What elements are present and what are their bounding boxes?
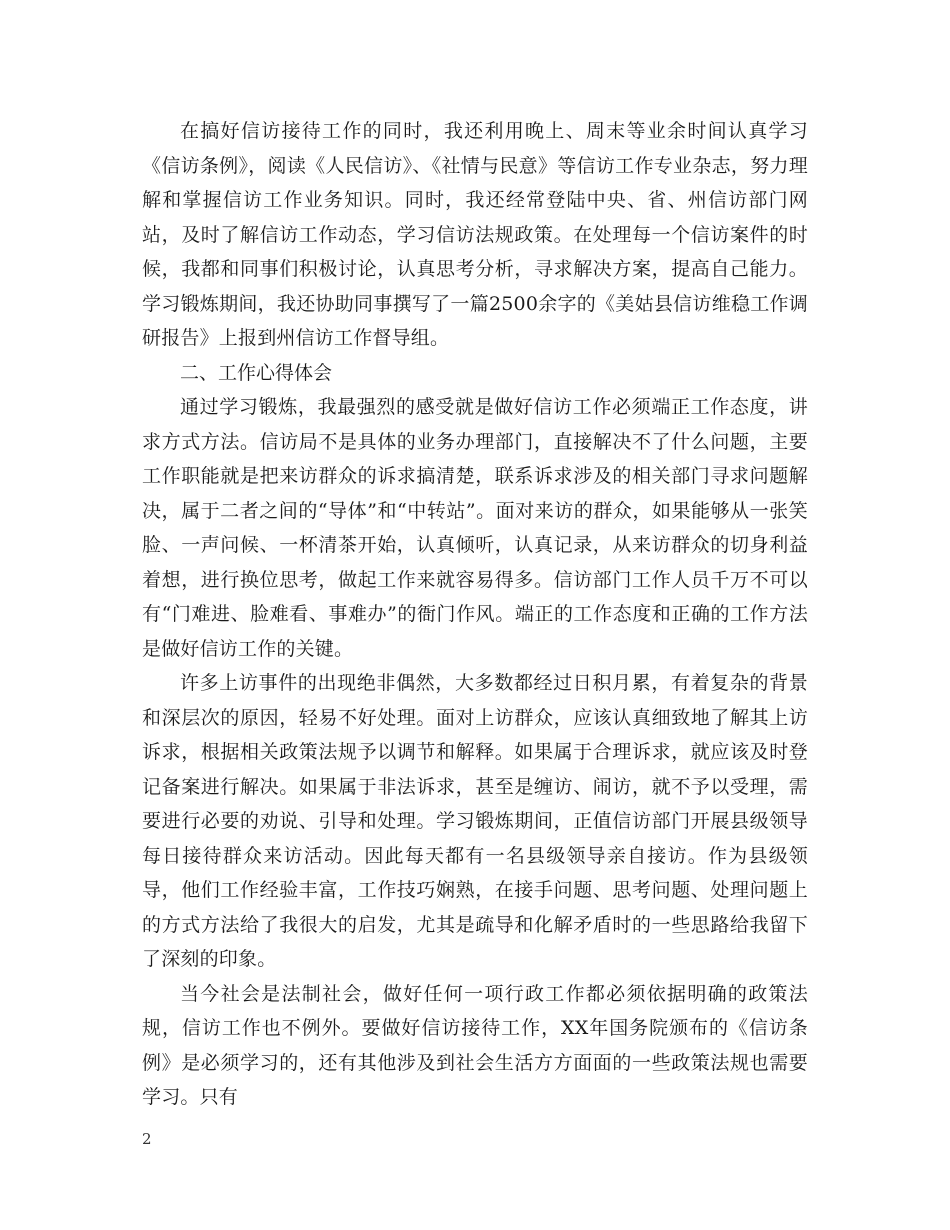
document-body	[142, 114, 808, 1115]
paragraph-petition-handling: 许多上访事件的出现绝非偶然，大多数都经过日积月累，有着复杂的背景和深层次的原因，轻易不好处理。面对上访群众，应该认真细致地了解其上访诉求，根据相关政策法规予以调节和解释。如果属于合理诉求，就应该及时登记备案进行解决。如果属于非法诉求，甚至是缠访、闹访，就不予以受理，需要进行必要的劝说、引导和处理。学习锻炼期间，正值信访部门开展县级领导每日接待群众来访活动。因此每天都有一名县级领导亲自接访。作为县级领导，他们工作经验丰富，工作技巧娴熟，在接手问题、思考问题、处理问题上的方式方法给了我很大的启发，尤其是疏导和化解矛盾时的一些思路给我留下了深刻的印象。	[142, 672, 808, 970]
paragraph-self-study: 在搞好信访接待工作的同时，我还利用晚上、周末等业余时间认真学习《信访条例》，阅读《人民信访》、《社情与民意》等信访工作专业杂志，努力理解和掌握信访工作业务知识。同时，我还经常登陆中央、省、州信访部门网站，及时了解信访工作动态，学习信访法规政策。在处理每一个信访案件的时候，我都和同事们积极讨论，认真思考分析，寻求解决方案，提高自己能力。学习锻炼期间，我还协助同事撰写了一篇2500余字的《美姑县信访维稳工作调研报告》上报到州信访工作督导组。	[142, 120, 808, 349]
paragraph-work-attitude: 通过学习锻炼，我最强烈的感受就是做好信访工作必须端正工作态度，讲求方式方法。信访局不是具体的业务办理部门，直接解决不了什么问题，主要工作职能就是把来访群众的诉求搞清楚，联系诉求涉及的相关部门寻求问题解决，属于二者之间的“导体”和“中转站”。面对来访的群众，如果能够从一张笑脸、一声问候、一杯清茶开始，认真倾听，认真记录，从来访群众的切身利益着想，进行换位思考，做起工作来就容易得多。信访部门工作人员千万不可以有“门难进、脸难看、事难办”的衙门作风。端正的工作态度和正确的工作方法是做好信访工作的关键。	[142, 396, 808, 660]
page-number: 2	[142, 1130, 152, 1148]
paragraph-legal-basis: 当今社会是法制社会，做好任何一项行政工作都必须依据明确的政策法规，信访工作也不例外。要做好信访接待工作，XX年国务院颁布的《信访条例》是必须学习的，还有其他涉及到社会生活方方面面的一些政策法规也需要学习。只有	[142, 982, 808, 1108]
section-heading-work-experience: 二、工作心得体会	[180, 361, 333, 384]
